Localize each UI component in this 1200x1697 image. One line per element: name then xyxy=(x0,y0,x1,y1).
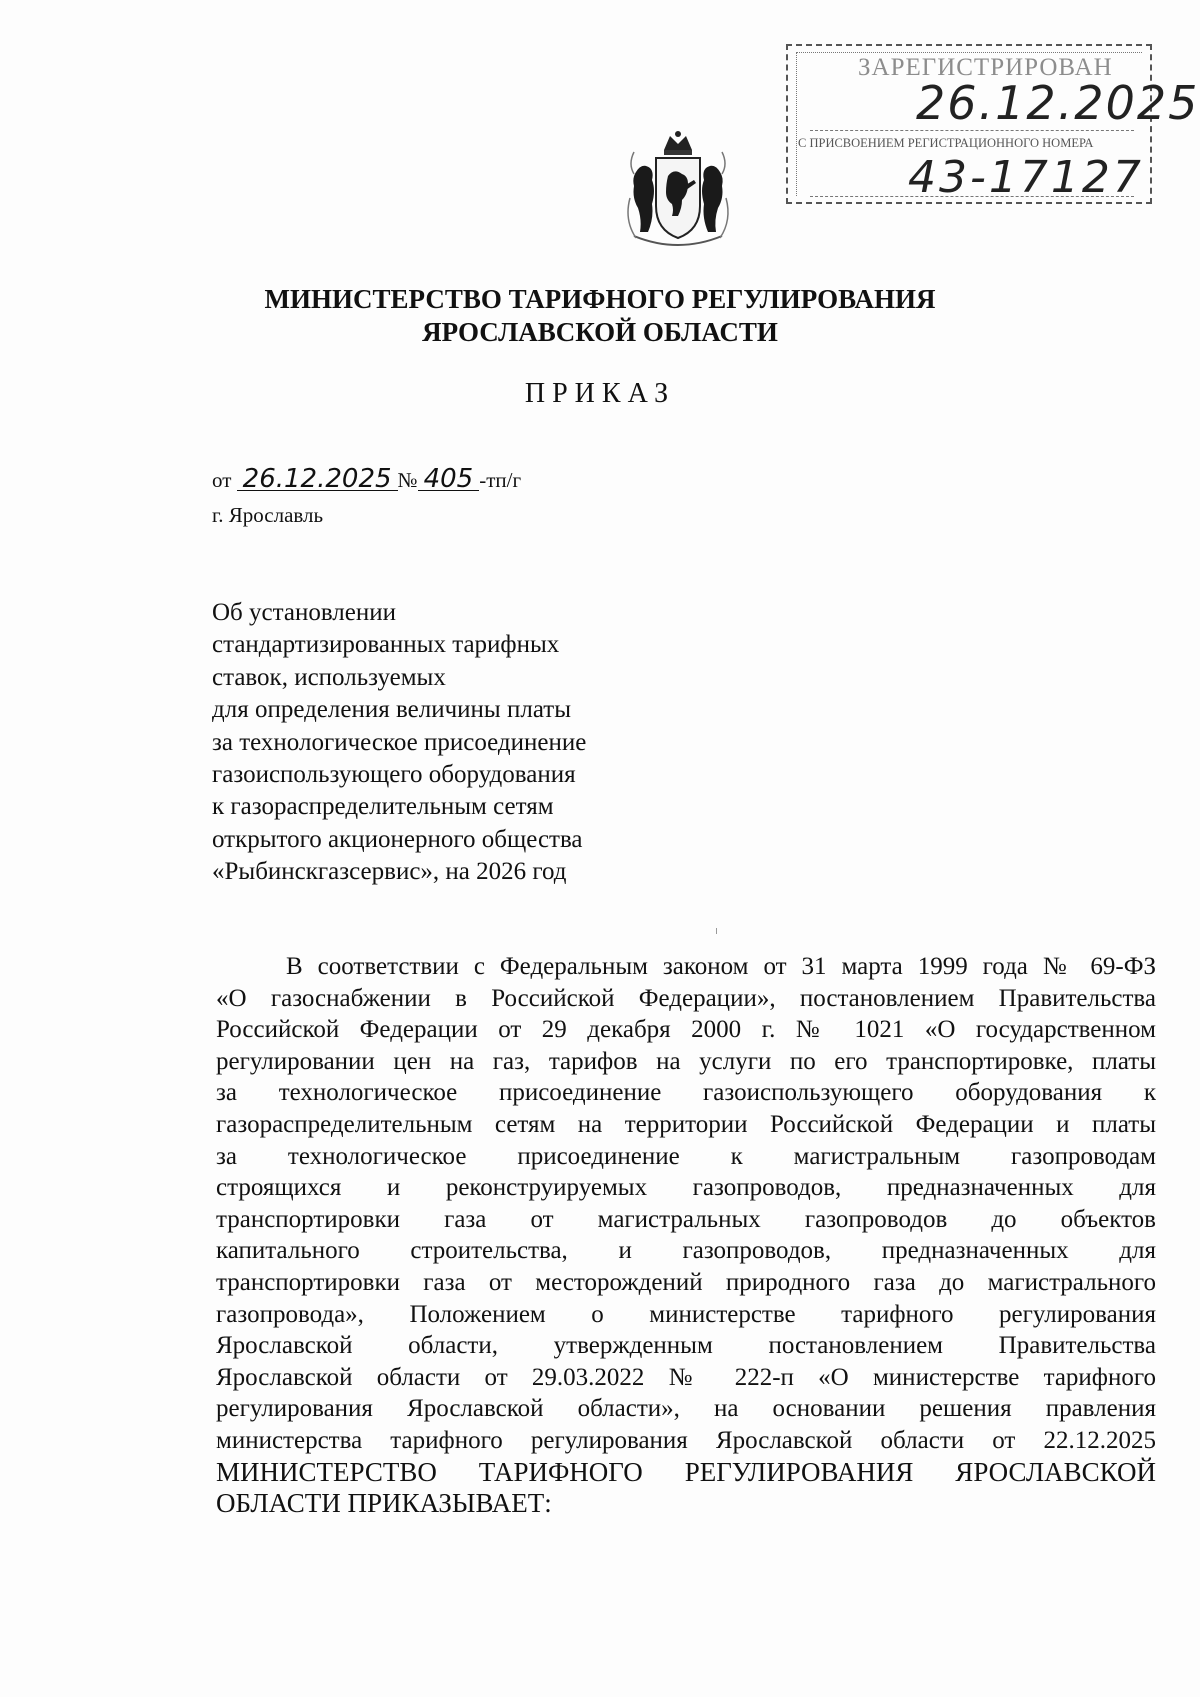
order-number: 405 xyxy=(418,468,480,491)
body-line: за технологическое присоединение газоиспользующего оборудования к xyxy=(216,1079,1156,1107)
stamp-divider xyxy=(810,130,1134,131)
body-line: ОБЛАСТИ ПРИКАЗЫВАЕТ: xyxy=(216,1488,552,1519)
order-number-suffix: -тп/г xyxy=(479,468,522,492)
body-line: строящихся и реконструируемых газопроводов, предназначенных для xyxy=(216,1174,1156,1202)
subject-line: открытого акционерного общества xyxy=(212,825,583,853)
order-date-number-line xyxy=(212,464,522,494)
order-from-label: от xyxy=(212,468,232,492)
order-body xyxy=(216,951,1156,1520)
order-subject xyxy=(212,597,772,889)
ministry-heading-line: ЯРОСЛАВСКОЙ ОБЛАСТИ xyxy=(422,317,778,347)
yaroslavl-coat-of-arms-icon xyxy=(620,128,736,254)
stamp-registration-number: 43-17127 xyxy=(908,152,1144,203)
body-line: капитального строительства, и газопроводов, предназначенных для xyxy=(216,1237,1156,1265)
subject-line: для определения величины платы xyxy=(212,696,571,724)
body-line: Ярославской области от 29.03.2022 № 222-п «О министерстве тарифного xyxy=(216,1363,1156,1391)
subject-line: Об установлении xyxy=(212,599,397,626)
body-line: транспортировки газа от месторождений природного газа до магистрального xyxy=(216,1268,1156,1296)
subject-line: за технологическое присоединение xyxy=(212,728,587,756)
body-line: МИНИСТЕРСТВО ТАРИФНОГО РЕГУЛИРОВАНИЯ ЯРОСЛАВСКОЙ xyxy=(216,1456,1156,1487)
subject-line: стандартизированных тарифных xyxy=(212,631,560,659)
body-line: В соответствии с Федеральным законом от 31 марта 1999 года № 69-ФЗ xyxy=(286,953,1156,980)
stamp-title: ЗАРЕГИСТРИРОВАН xyxy=(858,54,1113,81)
body-line: газораспределительным сетям на территории Российской Федерации и платы xyxy=(216,1110,1156,1138)
body-line: регулирования Ярославской области», на основании решения правления xyxy=(216,1395,1156,1423)
body-line: регулировании цен на газ, тарифов на услуги по его транспортировке, платы xyxy=(216,1047,1156,1075)
subject-line: газоиспользующего оборудования xyxy=(212,761,576,789)
stamp-divider xyxy=(810,196,1134,197)
body-line: за технологическое присоединение к магистральным газопроводам xyxy=(216,1142,1156,1170)
subject-line: «Рыбинскгазсервис», на 2026 год xyxy=(212,858,567,886)
ministry-heading-line: МИНИСТЕРСТВО ТАРИФНОГО РЕГУЛИРОВАНИЯ xyxy=(264,284,936,314)
order-city: г. Ярославль xyxy=(212,503,324,527)
stamp-subtitle: С ПРИСВОЕНИЕМ РЕГИСТРАЦИОННОГО НОМЕРА xyxy=(798,136,1094,150)
body-line: газопровода», Положением о министерстве тарифного регулирования xyxy=(216,1300,1156,1328)
subject-line: ставок, используемых xyxy=(212,663,446,691)
scan-mark xyxy=(716,928,717,934)
body-line: «О газоснабжении в Российской Федерации», постановлением Правительства xyxy=(216,984,1156,1012)
body-line: Российской Федерации от 29 декабря 2000 г. № 1021 «О государственном xyxy=(216,1016,1156,1044)
body-line: Ярославской области, утвержденным постановлением Правительства xyxy=(216,1332,1156,1360)
subject-line: к газораспределительным сетям xyxy=(212,793,554,821)
order-number-label: № xyxy=(397,468,418,492)
stamp-date: 26.12.2025 xyxy=(916,76,1200,130)
document-type-title: ПРИКАЗ xyxy=(524,378,676,409)
ministry-heading xyxy=(0,283,1200,349)
registration-stamp xyxy=(786,44,1200,204)
body-line: транспортировки газа от магистральных газопроводов до объектов xyxy=(216,1205,1156,1233)
body-line: министерства тарифного регулирования Ярославской области от 22.12.2025 xyxy=(216,1426,1156,1454)
order-date: 26.12.2025 xyxy=(237,468,398,491)
